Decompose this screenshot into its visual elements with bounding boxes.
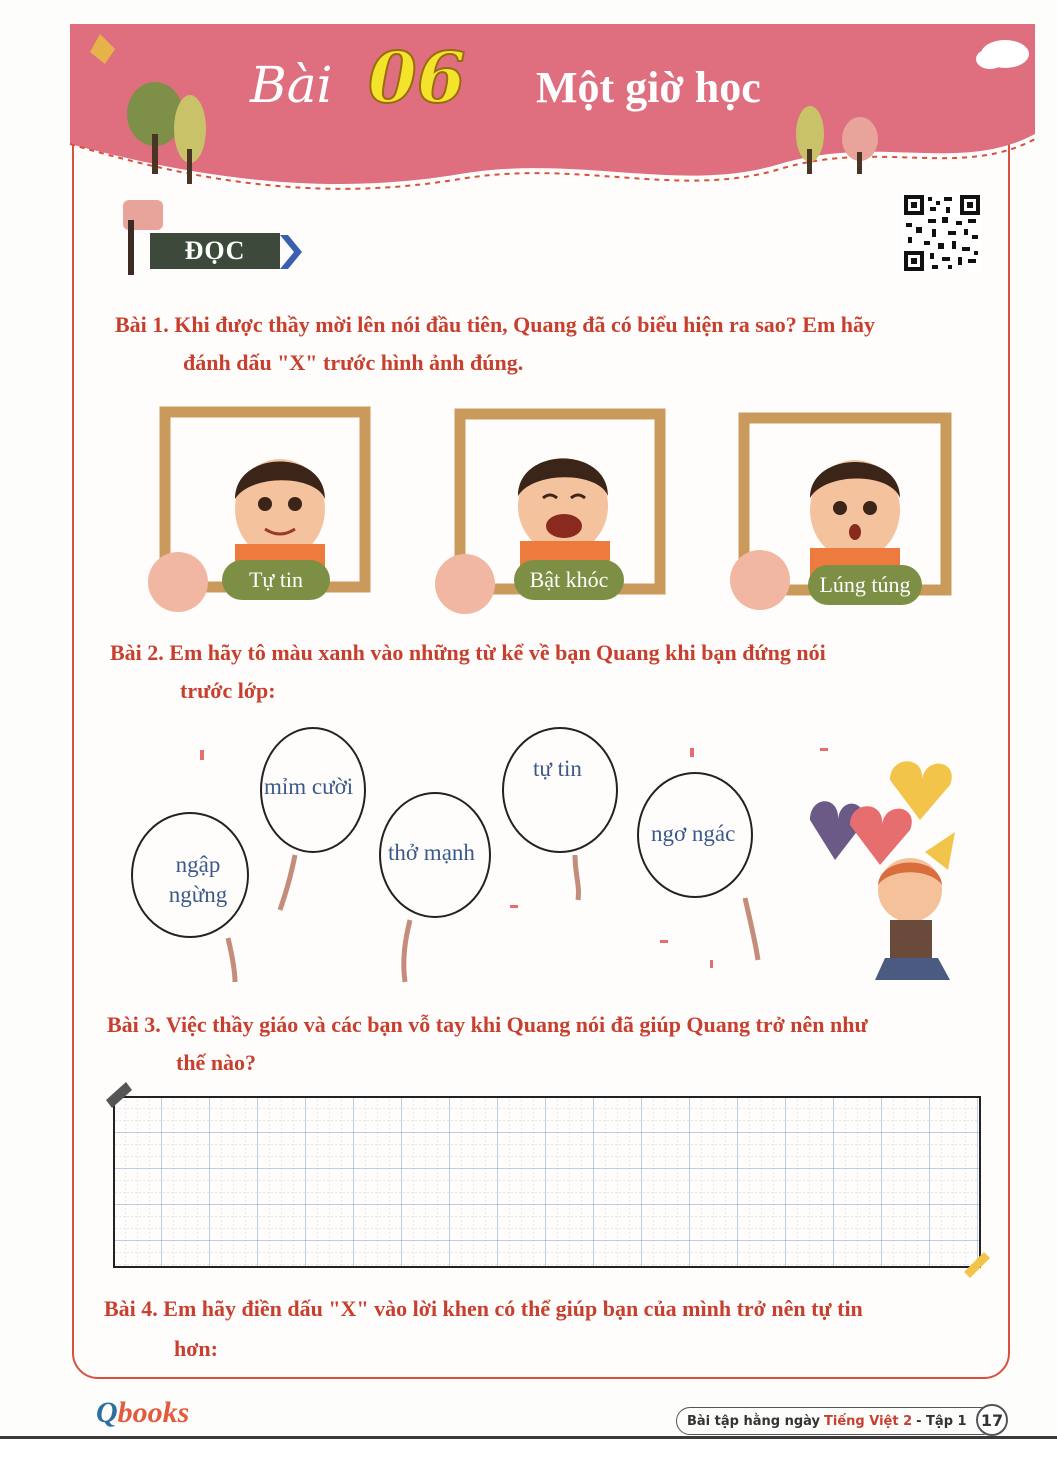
- header-banner: [60, 24, 1040, 204]
- page-number: 17: [976, 1404, 1008, 1436]
- book-title-badge: [676, 1407, 996, 1435]
- section-label: ĐỌC: [150, 233, 280, 269]
- lesson-word: Bài: [250, 56, 333, 114]
- logo-q: Q: [96, 1396, 118, 1429]
- balloon-word-heavy-breath[interactable]: thở mạnh: [388, 840, 475, 865]
- question-3-line-1: Bài 3. Việc thầy giáo và các bạn vỗ tay khi Quang nói đã giúp Quang trở nên như: [107, 1012, 868, 1037]
- pencil-icon: [962, 1250, 992, 1280]
- tape-corner-icon: [104, 1080, 134, 1110]
- logo-rest: books: [117, 1396, 190, 1429]
- question-1-line-1: Bài 1. Khi được thầy mời lên nói đầu tiên, Quang đã có biểu hiện ra sao? Em hãy: [115, 312, 876, 337]
- option-label-crying: Bật khóc: [514, 560, 624, 600]
- option-label-confident: Tự tin: [222, 560, 330, 600]
- balloon-word-smile[interactable]: mỉm cười: [264, 774, 354, 799]
- balloon-word-confident[interactable]: tự tin: [533, 756, 582, 781]
- book-subject: Tiếng Việt 2: [824, 1413, 913, 1429]
- publisher-logo: [96, 1396, 189, 1430]
- answer-writing-grid[interactable]: [113, 1096, 981, 1268]
- qr-code-icon[interactable]: [902, 193, 982, 273]
- lesson-number: 06: [368, 36, 466, 119]
- question-1-line-2: đánh dấu "X" trước hình ảnh đúng.: [183, 350, 524, 375]
- balloon-word-hesitant[interactable]: ngập ngừng: [168, 852, 228, 907]
- question-2-line-1: Bài 2. Em hãy tô màu xanh vào những từ kể về bạn Quang khi bạn đứng nói: [110, 640, 826, 665]
- book-suffix: - Tập 1: [916, 1413, 967, 1429]
- page-title: Một giờ học: [536, 63, 761, 112]
- scan-bottom-edge: [0, 1436, 1057, 1470]
- question-4-line-1: Bài 4. Em hãy điền dấu "X" vào lời khen có thể giúp bạn của mình trở nên tự tin: [104, 1296, 863, 1321]
- question-4-line-2: hơn:: [174, 1336, 218, 1361]
- question-3-line-2: thế nào?: [176, 1050, 257, 1075]
- book-prefix: Bài tập hằng ngày: [687, 1413, 821, 1429]
- balloon-word-bewildered[interactable]: ngơ ngác: [651, 821, 736, 846]
- option-label-confused: Lúng túng: [808, 565, 922, 605]
- question-2-line-2: trước lớp:: [180, 678, 276, 703]
